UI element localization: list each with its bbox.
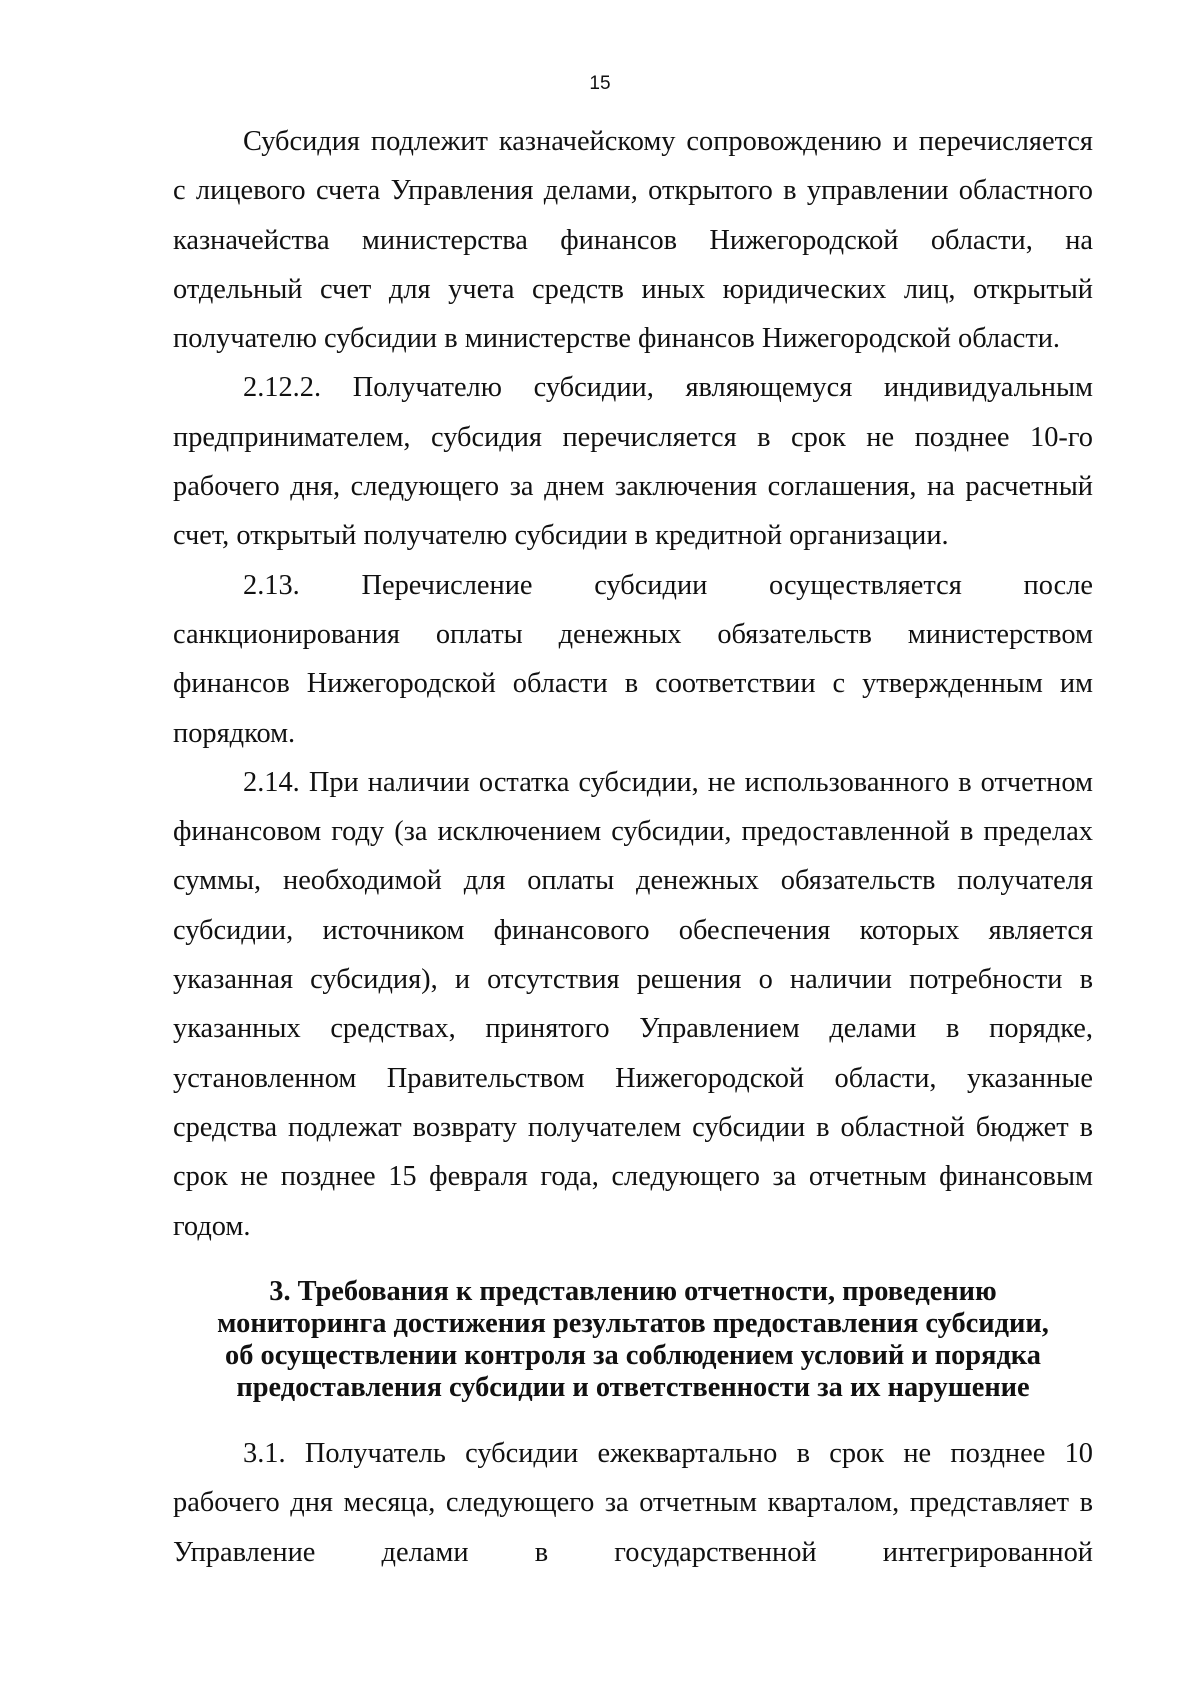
section-3-body xyxy=(173,1429,1093,1577)
heading-line: мониторинга достижения результатов предоставления субсидии, xyxy=(217,1308,1049,1339)
heading-line: предоставления субсидии и ответственности за их нарушение xyxy=(236,1372,1030,1403)
paragraph-treasury-support: Субсидия подлежит казначейскому сопровождению и перечисляется с лицевого счета Управления делами, открытого в управлении областного казначейства министерства финансов Нижегородской области, на отдельный счет для учета средств иных юридических лиц, открытый получателю субсидии в министерстве финансов Нижегородской области. xyxy=(173,126,1093,355)
heading-line: 3. Требования к представлению отчетности, проведению xyxy=(269,1276,997,1307)
paragraph-3-1: 3.1. Получатель субсидии ежеквартально в срок не позднее 10 рабочего дня месяца, следующего за отчетным кварталом, представляет в Управление делами в государственной интегрированной xyxy=(173,1438,1093,1568)
paragraph-2-14: 2.14. При наличии остатка субсидии, не использованного в отчетном финансовом году (за исключением субсидии, предоставленной в пределах суммы, необходимой для оплаты денежных обязательств получателя субсидии, источником финансового обеспечения которых является указанная субсидия), и отсутствия решения о наличии потребности в указанных средствах, принятого Управлением делами в порядке, установленном Правительством Нижегородской области, указанные средства подлежат возврату получателем субсидии в областной бюджет в срок не позднее 15 февраля года, следующего за отчетным финансовым годом. xyxy=(173,766,1093,1242)
section-3-heading xyxy=(173,1276,1093,1404)
paragraph-2-13: 2.13. Перечисление субсидии осуществляется после санкционирования оплаты денежных обязательств министерством финансов Нижегородской области в соответствии с утвержденным им порядком. xyxy=(173,569,1093,749)
page-number: 15 xyxy=(589,73,611,94)
document-body xyxy=(173,117,1093,1251)
paragraph-2-12-2: 2.12.2. Получателю субсидии, являющемуся индивидуальным предпринимателем, субсидия перечисляется в срок не позднее 10-го рабочего дня, следующего за днем заключения соглашения, на расчетный счет, открытый получателю субсидии в кредитной организации. xyxy=(173,372,1093,552)
heading-line: об осуществлении контроля за соблюдением условий и порядка xyxy=(225,1340,1041,1371)
